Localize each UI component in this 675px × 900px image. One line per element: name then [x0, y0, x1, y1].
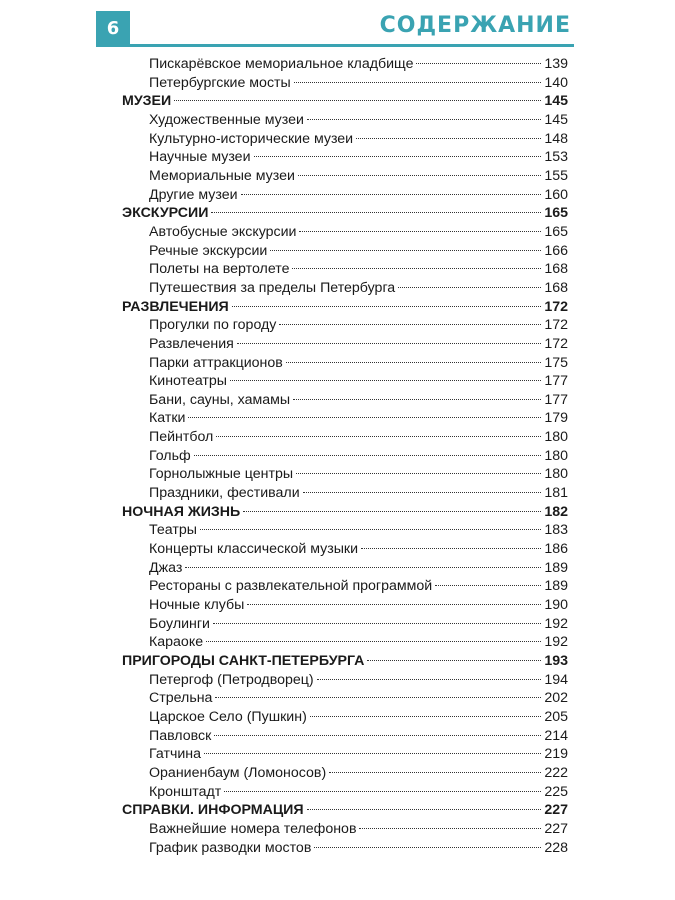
toc-page-number: 214 — [544, 727, 568, 744]
toc-entry-row — [122, 783, 568, 802]
toc-entry-row — [122, 186, 568, 205]
dot-leader — [185, 567, 541, 568]
toc-page-number: 172 — [544, 298, 568, 315]
dot-leader — [292, 268, 541, 269]
toc-entry-row — [122, 708, 568, 727]
toc-entry-title: Путешествия за пределы Петербурга — [149, 279, 396, 296]
toc-section-row — [122, 92, 568, 111]
dot-leader — [310, 716, 542, 717]
toc-section-row — [122, 298, 568, 317]
dot-leader — [247, 604, 541, 605]
toc-entry-row — [122, 335, 568, 354]
toc-page-number: 165 — [544, 205, 568, 222]
table-of-contents — [122, 55, 568, 857]
toc-page-number: 202 — [544, 690, 568, 707]
toc-entry-title: Бани, сауны, хамамы — [149, 391, 291, 408]
toc-page-number: 219 — [544, 746, 568, 763]
toc-page-number: 177 — [544, 373, 568, 390]
toc-entry-row — [122, 671, 568, 690]
toc-entry-title: Культурно-исторические музеи — [149, 130, 354, 147]
toc-entry-title: Другие музеи — [149, 186, 238, 203]
toc-page-number: 166 — [544, 242, 568, 259]
toc-page-number: 145 — [544, 111, 568, 128]
dot-leader — [299, 231, 541, 232]
dot-leader — [296, 473, 541, 474]
dot-leader — [174, 100, 541, 101]
toc-page-number: 145 — [544, 93, 568, 110]
toc-page-number: 153 — [544, 149, 568, 166]
toc-entry-row — [122, 167, 568, 186]
dot-leader — [214, 735, 541, 736]
toc-entry-title: Царское Село (Пушкин) — [149, 708, 307, 725]
dot-leader — [224, 791, 541, 792]
toc-entry-title: Ораниенбаум (Ломоносов) — [149, 764, 327, 781]
toc-section-row — [122, 801, 568, 820]
toc-entry-row — [122, 447, 568, 466]
toc-entry-row — [122, 745, 568, 764]
toc-entry-title: Павловск — [149, 727, 212, 744]
toc-entry-title: МУЗЕИ — [122, 93, 172, 110]
toc-entry-row — [122, 465, 568, 484]
toc-page-number: 181 — [544, 485, 568, 502]
toc-entry-row — [122, 596, 568, 615]
dot-leader — [194, 455, 542, 456]
header-divider — [96, 44, 574, 47]
toc-page-number: 222 — [544, 764, 568, 781]
toc-page-number: 139 — [544, 56, 568, 72]
toc-page-number: 165 — [544, 223, 568, 240]
toc-entry-title: Гатчина — [149, 746, 202, 763]
toc-entry-title: Гольф — [149, 447, 191, 464]
toc-entry-title: Пискарёвское мемориальное кладбище — [149, 56, 414, 72]
toc-page-number: 227 — [544, 820, 568, 837]
dot-leader — [241, 194, 542, 195]
toc-page-number: 155 — [544, 167, 568, 184]
toc-entry-row — [122, 391, 568, 410]
toc-page-number: 177 — [544, 391, 568, 408]
toc-entry-title: ПРИГОРОДЫ САНКТ-ПЕТЕРБУРГА — [122, 653, 365, 669]
toc-page-number: 193 — [544, 653, 568, 669]
toc-entry-row — [122, 839, 568, 858]
dot-leader — [237, 343, 541, 344]
toc-page-number: 175 — [544, 354, 568, 371]
toc-entry-row — [122, 372, 568, 391]
toc-page-number: 180 — [544, 447, 568, 464]
toc-entry-title: СПРАВКИ. ИНФОРМАЦИЯ — [122, 802, 304, 819]
toc-entry-title: Мемориальные музеи — [149, 167, 295, 184]
toc-page-number: 140 — [544, 74, 568, 91]
toc-page-number: 182 — [544, 503, 568, 520]
toc-page-number: 180 — [544, 466, 568, 483]
toc-entry-row — [122, 820, 568, 839]
toc-entry-title: Парки аттракционов — [149, 354, 283, 371]
dot-leader — [307, 809, 542, 810]
dot-leader — [435, 585, 541, 586]
toc-entry-title: Катки — [149, 410, 186, 427]
toc-entry-title: Горнолыжные центры — [149, 466, 294, 483]
toc-entry-row — [122, 354, 568, 373]
toc-entry-title: Рестораны с развлекательной программой — [149, 578, 433, 595]
dot-leader — [270, 250, 541, 251]
dot-leader — [359, 828, 541, 829]
dot-leader — [307, 119, 541, 120]
toc-entry-row — [122, 559, 568, 578]
toc-entry-row — [122, 242, 568, 261]
dot-leader — [216, 436, 541, 437]
toc-page-number: 183 — [544, 522, 568, 539]
toc-entry-title: Кинотеатры — [149, 373, 227, 390]
toc-section-row — [122, 204, 568, 223]
toc-entry-row — [122, 55, 568, 74]
toc-entry-title: Пейнтбол — [149, 429, 214, 446]
dot-leader — [416, 63, 541, 64]
page-title: СОДЕРЖАНИЕ — [379, 13, 571, 38]
toc-entry-title: График разводки мостов — [149, 839, 312, 856]
dot-leader — [204, 753, 541, 754]
toc-entry-title: Речные экскурсии — [149, 242, 268, 259]
toc-page-number: 168 — [544, 279, 568, 296]
toc-entry-title: Караоке — [149, 634, 204, 651]
dot-leader — [232, 306, 542, 307]
toc-entry-row — [122, 428, 568, 447]
toc-entry-row — [122, 540, 568, 559]
toc-entry-row — [122, 316, 568, 335]
toc-entry-title: Полеты на вертолете — [149, 261, 290, 278]
toc-page-number: 172 — [544, 317, 568, 334]
toc-entry-row — [122, 577, 568, 596]
toc-page-number: 160 — [544, 186, 568, 203]
toc-entry-row — [122, 130, 568, 149]
toc-page-number: 186 — [544, 541, 568, 558]
toc-page-number: 190 — [544, 597, 568, 614]
toc-page-number: 205 — [544, 708, 568, 725]
dot-leader — [230, 380, 541, 381]
toc-entry-row — [122, 764, 568, 783]
dot-leader — [317, 679, 542, 680]
dot-leader — [361, 548, 541, 549]
toc-entry-title: ЭКСКУРСИИ — [122, 205, 209, 222]
toc-entry-title: РАЗВЛЕЧЕНИЯ — [122, 298, 229, 315]
dot-leader — [286, 362, 542, 363]
dot-leader — [293, 399, 541, 400]
dot-leader — [215, 697, 541, 698]
toc-entry-title: Развлечения — [149, 335, 234, 352]
dot-leader — [213, 623, 541, 624]
toc-entry-title: Боулинги — [149, 615, 210, 632]
toc-page-number: 148 — [544, 130, 568, 147]
toc-entry-title: Джаз — [149, 559, 183, 576]
toc-section-row — [122, 503, 568, 522]
dot-leader — [211, 212, 541, 213]
toc-entry-row — [122, 74, 568, 93]
toc-page-number: 172 — [544, 335, 568, 352]
dot-leader — [200, 529, 541, 530]
dot-leader — [254, 156, 542, 157]
dot-leader — [243, 511, 541, 512]
toc-entry-title: Автобусные экскурсии — [149, 223, 297, 240]
toc-entry-title: Прогулки по городу — [149, 317, 277, 334]
toc-entry-row — [122, 689, 568, 708]
toc-page-number: 227 — [544, 802, 568, 819]
toc-entry-title: Праздники, фестивали — [149, 485, 300, 502]
toc-entry-row — [122, 260, 568, 279]
dot-leader — [303, 492, 542, 493]
toc-section-row — [122, 652, 568, 671]
toc-page-number: 180 — [544, 429, 568, 446]
toc-entry-row — [122, 111, 568, 130]
dot-leader — [279, 324, 541, 325]
toc-entry-title: Петербургские мосты — [149, 74, 291, 91]
toc-entry-row — [122, 521, 568, 540]
dot-leader — [398, 287, 541, 288]
toc-page-number: 189 — [544, 578, 568, 595]
toc-entry-title: Театры — [149, 522, 197, 539]
dot-leader — [314, 847, 541, 848]
dot-leader — [188, 417, 541, 418]
toc-entry-title: Стрельна — [149, 690, 213, 707]
dot-leader — [329, 772, 541, 773]
toc-entry-title: Важнейшие номера телефонов — [149, 820, 357, 837]
dot-leader — [298, 175, 541, 176]
toc-entry-row — [122, 484, 568, 503]
dot-leader — [206, 641, 541, 642]
toc-entry-title: Кронштадт — [149, 783, 222, 800]
toc-entry-row — [122, 409, 568, 428]
toc-entry-title: Научные музеи — [149, 149, 251, 166]
toc-entry-title: Концерты классической музыки — [149, 541, 359, 558]
toc-page-number: 194 — [544, 671, 568, 688]
toc-page-number: 192 — [544, 634, 568, 651]
toc-page-number: 225 — [544, 783, 568, 800]
toc-page-number: 192 — [544, 615, 568, 632]
toc-entry-row — [122, 223, 568, 242]
toc-page-number: 228 — [544, 839, 568, 856]
page-number: 6 — [96, 11, 130, 45]
toc-entry-row — [122, 727, 568, 746]
toc-entry-title: Художественные музеи — [149, 111, 304, 128]
toc-entry-title: Петергоф (Петродворец) — [149, 671, 314, 688]
toc-entry-title: НОЧНАЯ ЖИЗНЬ — [122, 503, 241, 520]
dot-leader — [294, 82, 542, 83]
toc-entry-row — [122, 279, 568, 298]
toc-entry-row — [122, 633, 568, 652]
dot-leader — [356, 138, 541, 139]
toc-page-number: 168 — [544, 261, 568, 278]
toc-page-number: 189 — [544, 559, 568, 576]
dot-leader — [367, 660, 541, 661]
toc-entry-row — [122, 148, 568, 167]
toc-entry-row — [122, 615, 568, 634]
toc-entry-title: Ночные клубы — [149, 597, 245, 614]
toc-page-number: 179 — [544, 410, 568, 427]
